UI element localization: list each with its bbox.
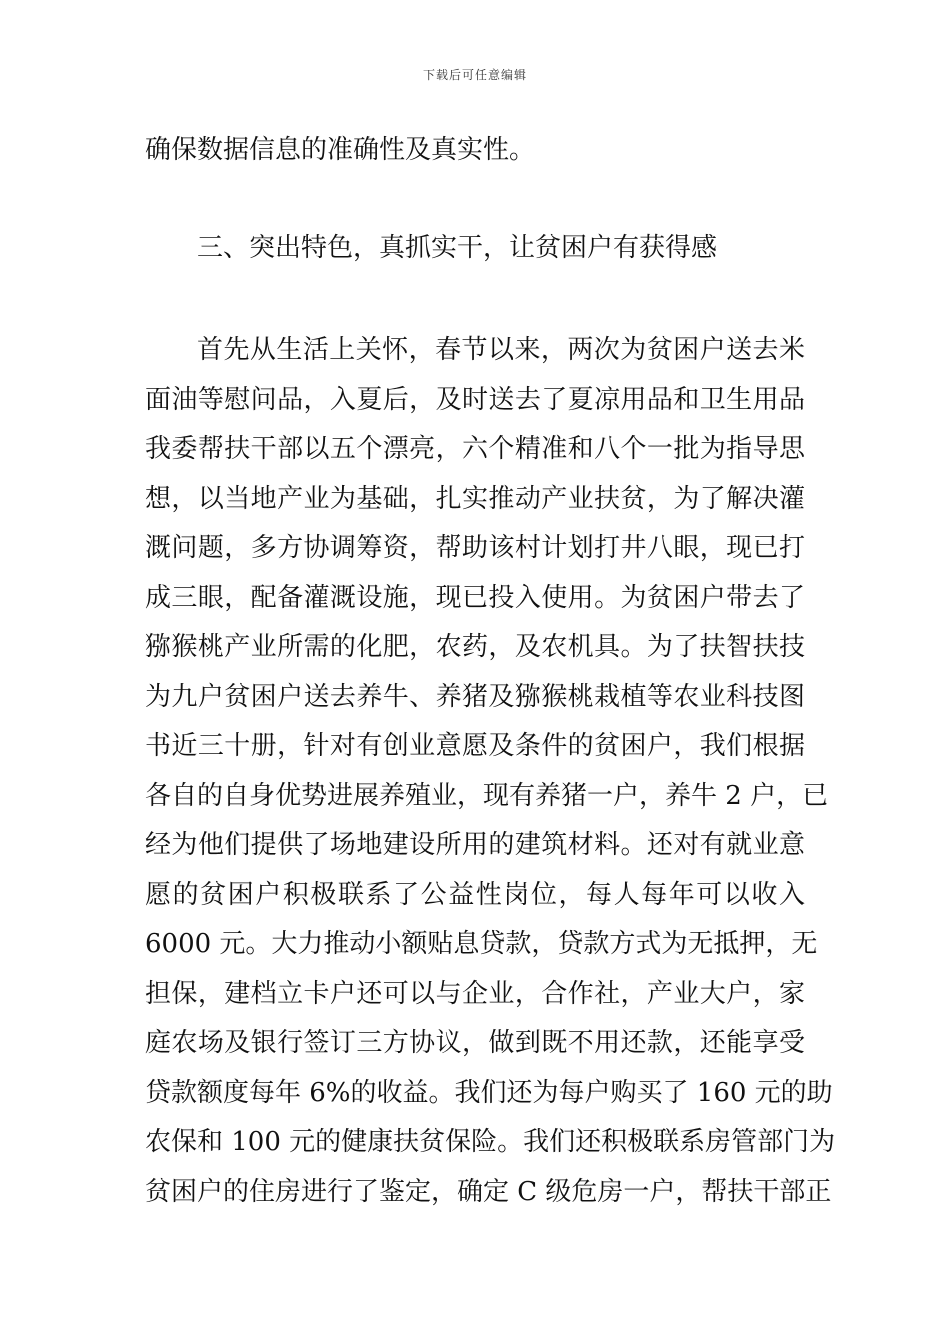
paragraph-line: 愿的贫困户积极联系了公益性岗位，每人每年可以收入 [145, 880, 805, 910]
paragraph-line: 各自的自身优势进展养殖业，现有养猪一户，养牛 2 户，已 [145, 781, 829, 811]
paragraph-line: 为九户贫困户送去养牛、养猪及猕猴桃栽植等农业科技图 [145, 682, 805, 712]
paragraph-line: 担保，建档立卡户还可以与企业，合作社，产业大户，家 [145, 979, 805, 1009]
paragraph-line: 6000 元。大力推动小额贴息贷款，贷款方式为无抵押，无 [145, 929, 818, 959]
section-heading: 三、突出特色，真抓实干，让贫困户有获得感 [197, 233, 718, 263]
paragraph-line: 经为他们提供了场地建设所用的建筑材料。还对有就业意 [145, 830, 805, 860]
paragraph-line: 面油等慰问品，入夏后，及时送去了夏凉用品和卫生用品 [145, 385, 805, 415]
paragraph-line: 庭农场及银行签订三方协议，做到既不用还款，还能享受 [145, 1028, 805, 1058]
intro-line: 确保数据信息的准确性及真实性。 [145, 135, 536, 165]
paragraph-line: 首先从生活上关怀，春节以来，两次为贫困户送去米 [197, 335, 805, 365]
paragraph-line: 成三眼，配备灌溉设施，现已投入使用。为贫困户带去了 [145, 583, 805, 613]
page-header: 下载后可任意编辑 [422, 68, 527, 82]
paragraph-line: 农保和 100 元的健康扶贫保险。我们还积极联系房管部门为 [145, 1127, 836, 1157]
paragraph-line: 溉问题，多方协调筹资，帮助该村计划打井八眼，现已打 [145, 533, 805, 563]
paragraph-line: 贫困户的住房进行了鉴定，确定 C 级危房一户，帮扶干部正 [145, 1177, 832, 1207]
paragraph-line: 想，以当地产业为基础，扎实推动产业扶贫，为了解决灌 [145, 484, 805, 514]
paragraph-line: 猕猴桃产业所需的化肥，农药，及农机具。为了扶智扶技 [145, 632, 805, 662]
paragraph-line: 我委帮扶干部以五个漂亮，六个精准和八个一批为指导思 [145, 434, 805, 464]
paragraph-line: 贷款额度每年 6%的收益。我们还为每户购买了 160 元的助 [145, 1078, 833, 1108]
paragraph-line: 书近三十册，针对有创业意愿及条件的贫困户，我们根据 [145, 731, 805, 761]
